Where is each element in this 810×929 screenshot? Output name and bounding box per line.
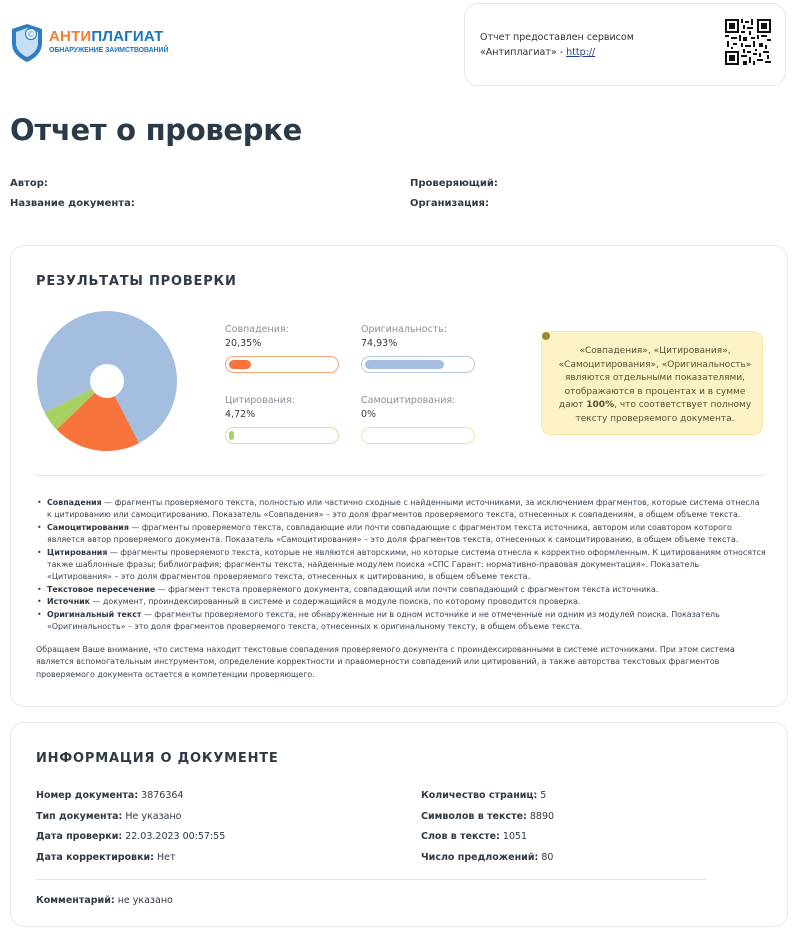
definition-item: • Самоцитирования — фрагменты проверяемого текста, совпадающие или почти совпадающие с фрагментом текста источника, автором или соавтором которого является автор проверяемого документа. Показатель «Самоцитирования» – это доля фрагментов текста, отнесенных к самоцитированию, в общем объеме текста. [36, 522, 766, 547]
char-count: Символов в тексте: 8890 [421, 811, 555, 822]
results-heading: РЕЗУЛЬТАТЫ ПРОВЕРКИ [36, 274, 237, 289]
metric-selfcite: Самоцитирования: 0% [361, 395, 456, 420]
definition-item: • Текстовое пересечение — фрагмент текста проверяемого документа, совпадающий или почти совпадающий с фрагментом текста источника. [36, 584, 766, 596]
pie-center-hole [90, 364, 124, 398]
document-info-heading: ИНФОРМАЦИЯ О ДОКУМЕНТЕ [36, 751, 279, 766]
qr-code-icon [725, 19, 771, 65]
doc-type: Тип документа: Не указано [36, 811, 182, 822]
org-label: Организация: [410, 198, 489, 209]
divider [36, 879, 706, 880]
page-title: Отчет о проверке [10, 113, 303, 147]
definition-item: • Оригинальный текст — фрагменты проверяемого текста, не обнаруженные ни в одном источнике и не отмеченные ни одним из модулей поиска. Показатель «Оригинальность» – это доля фрагментов проверяемого текста, отнесенных к оригинальному тексту, в общем объеме текста. [36, 609, 766, 634]
provider-link[interactable]: http:// [566, 47, 596, 58]
citations-bar [225, 427, 339, 444]
antiplagiat-logo [10, 23, 180, 63]
doc-number: Номер документа: 3876364 [36, 790, 184, 801]
citations-bar-fill [229, 431, 234, 440]
info-icon [542, 332, 550, 340]
definition-item: • Источник — документ, проиндексированный в системе и содержащийся в модуле поиска, по которому проводится проверка. [36, 596, 766, 608]
metric-originality: Оригинальность: 74,93% [361, 324, 448, 349]
definitions-list [36, 497, 766, 633]
checker-label: Проверяющий: [410, 178, 498, 189]
results-card [10, 245, 788, 707]
metric-citations: Цитирования: 4,72% [225, 395, 295, 420]
info-note-text: «Совпадения», «Цитирования», «Самоцитирования», «Оригинальность» являются отдельными показателями, отображаются в процентах и в сумме дают 100%, что соответствует полному тексту проверяемого документа. [558, 346, 752, 424]
pie-chart [36, 308, 178, 454]
divider [36, 475, 764, 476]
author-label: Автор: [10, 178, 48, 189]
selfcite-bar [361, 427, 475, 444]
logo-tagline: ОБНАРУЖЕНИЕ ЗАИМСТВОВАНИЙ [49, 47, 169, 54]
provider-box [464, 3, 786, 86]
provider-text: Отчет предоставлен сервисом «Антиплагиат» - http:// [480, 32, 634, 58]
comment: Комментарий: не указано [36, 895, 173, 906]
info-note [541, 331, 763, 435]
document-info-card [10, 722, 788, 927]
shield-icon [10, 23, 44, 63]
docname-label: Название документа: [10, 198, 135, 209]
matches-bar [225, 356, 339, 373]
word-count: Слов в тексте: 1051 [421, 831, 528, 842]
logo-brand: АНТИПЛАГИАТ [49, 28, 164, 45]
check-date: Дата проверки: 22.03.2023 00:57:55 [36, 831, 226, 842]
sentence-count: Число предложений: 80 [421, 852, 554, 863]
svg-text:©: © [27, 30, 35, 39]
correction-date: Дата корректировки: Нет [36, 852, 176, 863]
originality-bar [361, 356, 475, 373]
matches-bar-fill [229, 360, 251, 369]
definition-item: • Цитирования — фрагменты проверяемого текста, которые не являются авторскими, но которые система отнесла к корректно оформленным. К цитированиям относятся также шаблонные фразы; библиография; фрагменты текста, найденные модулем поиска «СПС Гарант: нормативно-правовая документация». Показатель «Цитирования» – это доля фрагментов проверяемого текста, отнесенных к цитированию, в общем объеме текста. [36, 547, 766, 584]
originality-bar-fill [365, 360, 444, 369]
metric-matches: Совпадения: 20,35% [225, 324, 289, 349]
page-count: Количество страниц: 5 [421, 790, 547, 801]
definition-item: • Совпадения — фрагменты проверяемого текста, полностью или частично сходные с найденными источниками, за исключением фрагментов, которые система отнесла к цитированию или самоцитированию. Показатель «Совпадения» – это доля фрагментов проверяемого текста, отнесенных к совпадениям, в общем объеме текста. [36, 497, 766, 522]
attention-text: Обращаем Ваше внимание, что система находит текстовые совпадения проверяемого документа с проиндексированными в системе источниками. При этом система является вспомогательным инструментом, определение корректности и правомерности совпадений или цитирований, а также авторства текстовых фрагментов проверяемого документа остается в компетенции проверяющего. [36, 645, 735, 679]
